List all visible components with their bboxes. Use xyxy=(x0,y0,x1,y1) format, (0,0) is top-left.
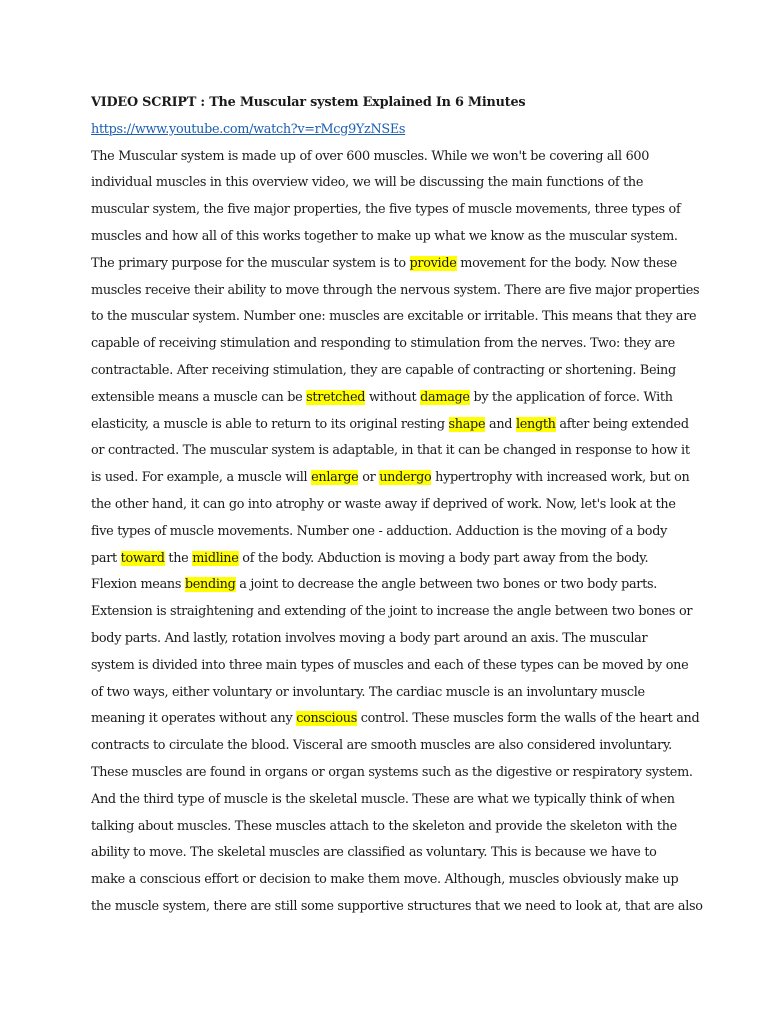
text-segment: or xyxy=(358,470,380,486)
highlighted-word: provide xyxy=(409,255,457,271)
text-segment: contractable. After receiving stimulation, they are capable of contracting or shortening. Being xyxy=(91,362,676,378)
text-segment: of two ways, either voluntary or involuntary. The cardiac muscle is an involuntary muscle xyxy=(91,684,645,700)
text-segment: muscles receive their ability to move through the nervous system. There are five major properties xyxy=(91,282,700,298)
text-segment: ability to move. The skeletal muscles are classified as voluntary. This is because we have to xyxy=(91,845,657,861)
text-line xyxy=(91,358,691,385)
text-segment: by the application of force. With xyxy=(469,389,673,405)
text-segment: system is divided into three main types of muscles and each of these types can be moved by one xyxy=(91,657,689,673)
text-line xyxy=(91,412,691,439)
text-segment: part xyxy=(91,550,121,566)
text-segment: elasticity, a muscle is able to return to its original resting xyxy=(91,416,449,432)
text-segment: individual muscles in this overview video, we will be discussing the main functions of the xyxy=(91,175,644,191)
text-segment: muscular system, the five major properties, the five types of muscle movements, three types of xyxy=(91,202,681,218)
text-segment: movement for the body. Now these xyxy=(456,255,677,271)
document-title: VIDEO SCRIPT : The Muscular system Explained In 6 Minutes xyxy=(91,95,526,110)
text-segment: body parts. And lastly, rotation involves moving a body part around an axis. The muscular xyxy=(91,630,648,646)
text-segment: muscles and how all of this works together to make up what we know as the muscular system. xyxy=(91,228,678,244)
text-segment: the xyxy=(164,550,193,566)
text-line xyxy=(91,251,691,278)
text-segment: and xyxy=(485,416,516,432)
text-segment: is used. For example, a muscle will xyxy=(91,470,312,486)
text-segment: These muscles are found in organs or organ systems such as the digestive or respiratory system. xyxy=(91,764,693,780)
document-body xyxy=(91,90,703,921)
text-line xyxy=(91,814,691,841)
text-segment: the other hand, it can go into atrophy or waste away if deprived of work. Now, let's look at the xyxy=(91,496,676,512)
text-line xyxy=(91,278,700,305)
text-line xyxy=(91,224,691,251)
text-segment: hypertrophy with increased work, but on xyxy=(431,470,690,486)
text-segment: capable of receiving stimulation and responding to stimulation from the nerves. Two: they are xyxy=(91,336,675,352)
text-line xyxy=(91,438,691,465)
text-line xyxy=(91,144,691,171)
text-segment: meaning it operates without any xyxy=(91,711,297,727)
text-segment: after being extended xyxy=(555,416,689,432)
highlighted-word: undergo xyxy=(379,470,432,486)
text-line xyxy=(91,197,691,224)
youtube-link[interactable]: https://www.youtube.com/watch?v=rMcg9YzNSEs xyxy=(91,121,406,137)
text-line xyxy=(91,170,691,197)
highlighted-word: enlarge xyxy=(311,470,359,486)
highlighted-word: conscious xyxy=(296,711,357,727)
text-line xyxy=(91,867,691,894)
highlighted-word: stretched xyxy=(306,389,366,405)
text-line xyxy=(91,840,691,867)
text-segment: five types of muscle movements. Number one - adduction. Adduction is the moving of a body xyxy=(91,523,668,539)
text-line xyxy=(91,599,691,626)
text-segment: extensible means a muscle can be xyxy=(91,389,307,405)
text-line xyxy=(91,653,691,680)
text-line xyxy=(91,733,691,760)
text-line xyxy=(91,519,691,546)
text-segment: without xyxy=(365,389,421,405)
text-line xyxy=(91,492,691,519)
text-line xyxy=(91,894,703,921)
text-segment: The Muscular system is made up of over 600 muscles. While we won't be covering all 600 xyxy=(91,148,650,164)
text-segment: to the muscular system. Number one: muscles are excitable or irritable. This means that they are xyxy=(91,309,697,325)
text-segment: Flexion means xyxy=(91,577,185,593)
text-line xyxy=(91,626,691,653)
highlighted-word: shape xyxy=(448,416,486,432)
highlighted-word: midline xyxy=(192,550,239,566)
highlighted-word: bending xyxy=(184,577,236,593)
highlighted-word: damage xyxy=(420,389,470,405)
highlighted-word: toward xyxy=(120,550,165,566)
text-line xyxy=(91,385,691,412)
text-line xyxy=(91,572,691,599)
text-line xyxy=(91,760,691,787)
text-segment: The primary purpose for the muscular system is to xyxy=(91,255,410,271)
text-line xyxy=(91,546,691,573)
text-line xyxy=(91,465,691,492)
text-segment: the muscle system, there are still some supportive structures that we need to look at, that are also xyxy=(91,898,703,914)
text-line xyxy=(91,680,691,707)
script-text xyxy=(91,144,703,921)
text-segment: of the body. Abduction is moving a body part away from the body. xyxy=(238,550,649,566)
text-segment: make a conscious effort or decision to make them move. Although, muscles obviously make up xyxy=(91,872,679,888)
text-line xyxy=(91,787,691,814)
text-line xyxy=(91,304,697,331)
highlighted-word: length xyxy=(515,416,556,432)
text-segment: a joint to decrease the angle between two bones or two body parts. xyxy=(235,577,657,593)
text-segment: talking about muscles. These muscles attach to the skeleton and provide the skeleton with the xyxy=(91,818,677,834)
text-segment: or contracted. The muscular system is adaptable, in that it can be changed in response to how it xyxy=(91,443,690,459)
text-line xyxy=(91,331,691,358)
text-segment: And the third type of muscle is the skeletal muscle. These are what we typically think of when xyxy=(91,791,675,807)
text-segment: Extension is straightening and extending of the joint to increase the angle between two bones or xyxy=(91,604,693,620)
text-line xyxy=(91,706,700,733)
text-segment: contracts to circulate the blood. Visceral are smooth muscles are also considered involuntary. xyxy=(91,738,672,754)
text-segment: control. These muscles form the walls of the heart and xyxy=(356,711,700,727)
